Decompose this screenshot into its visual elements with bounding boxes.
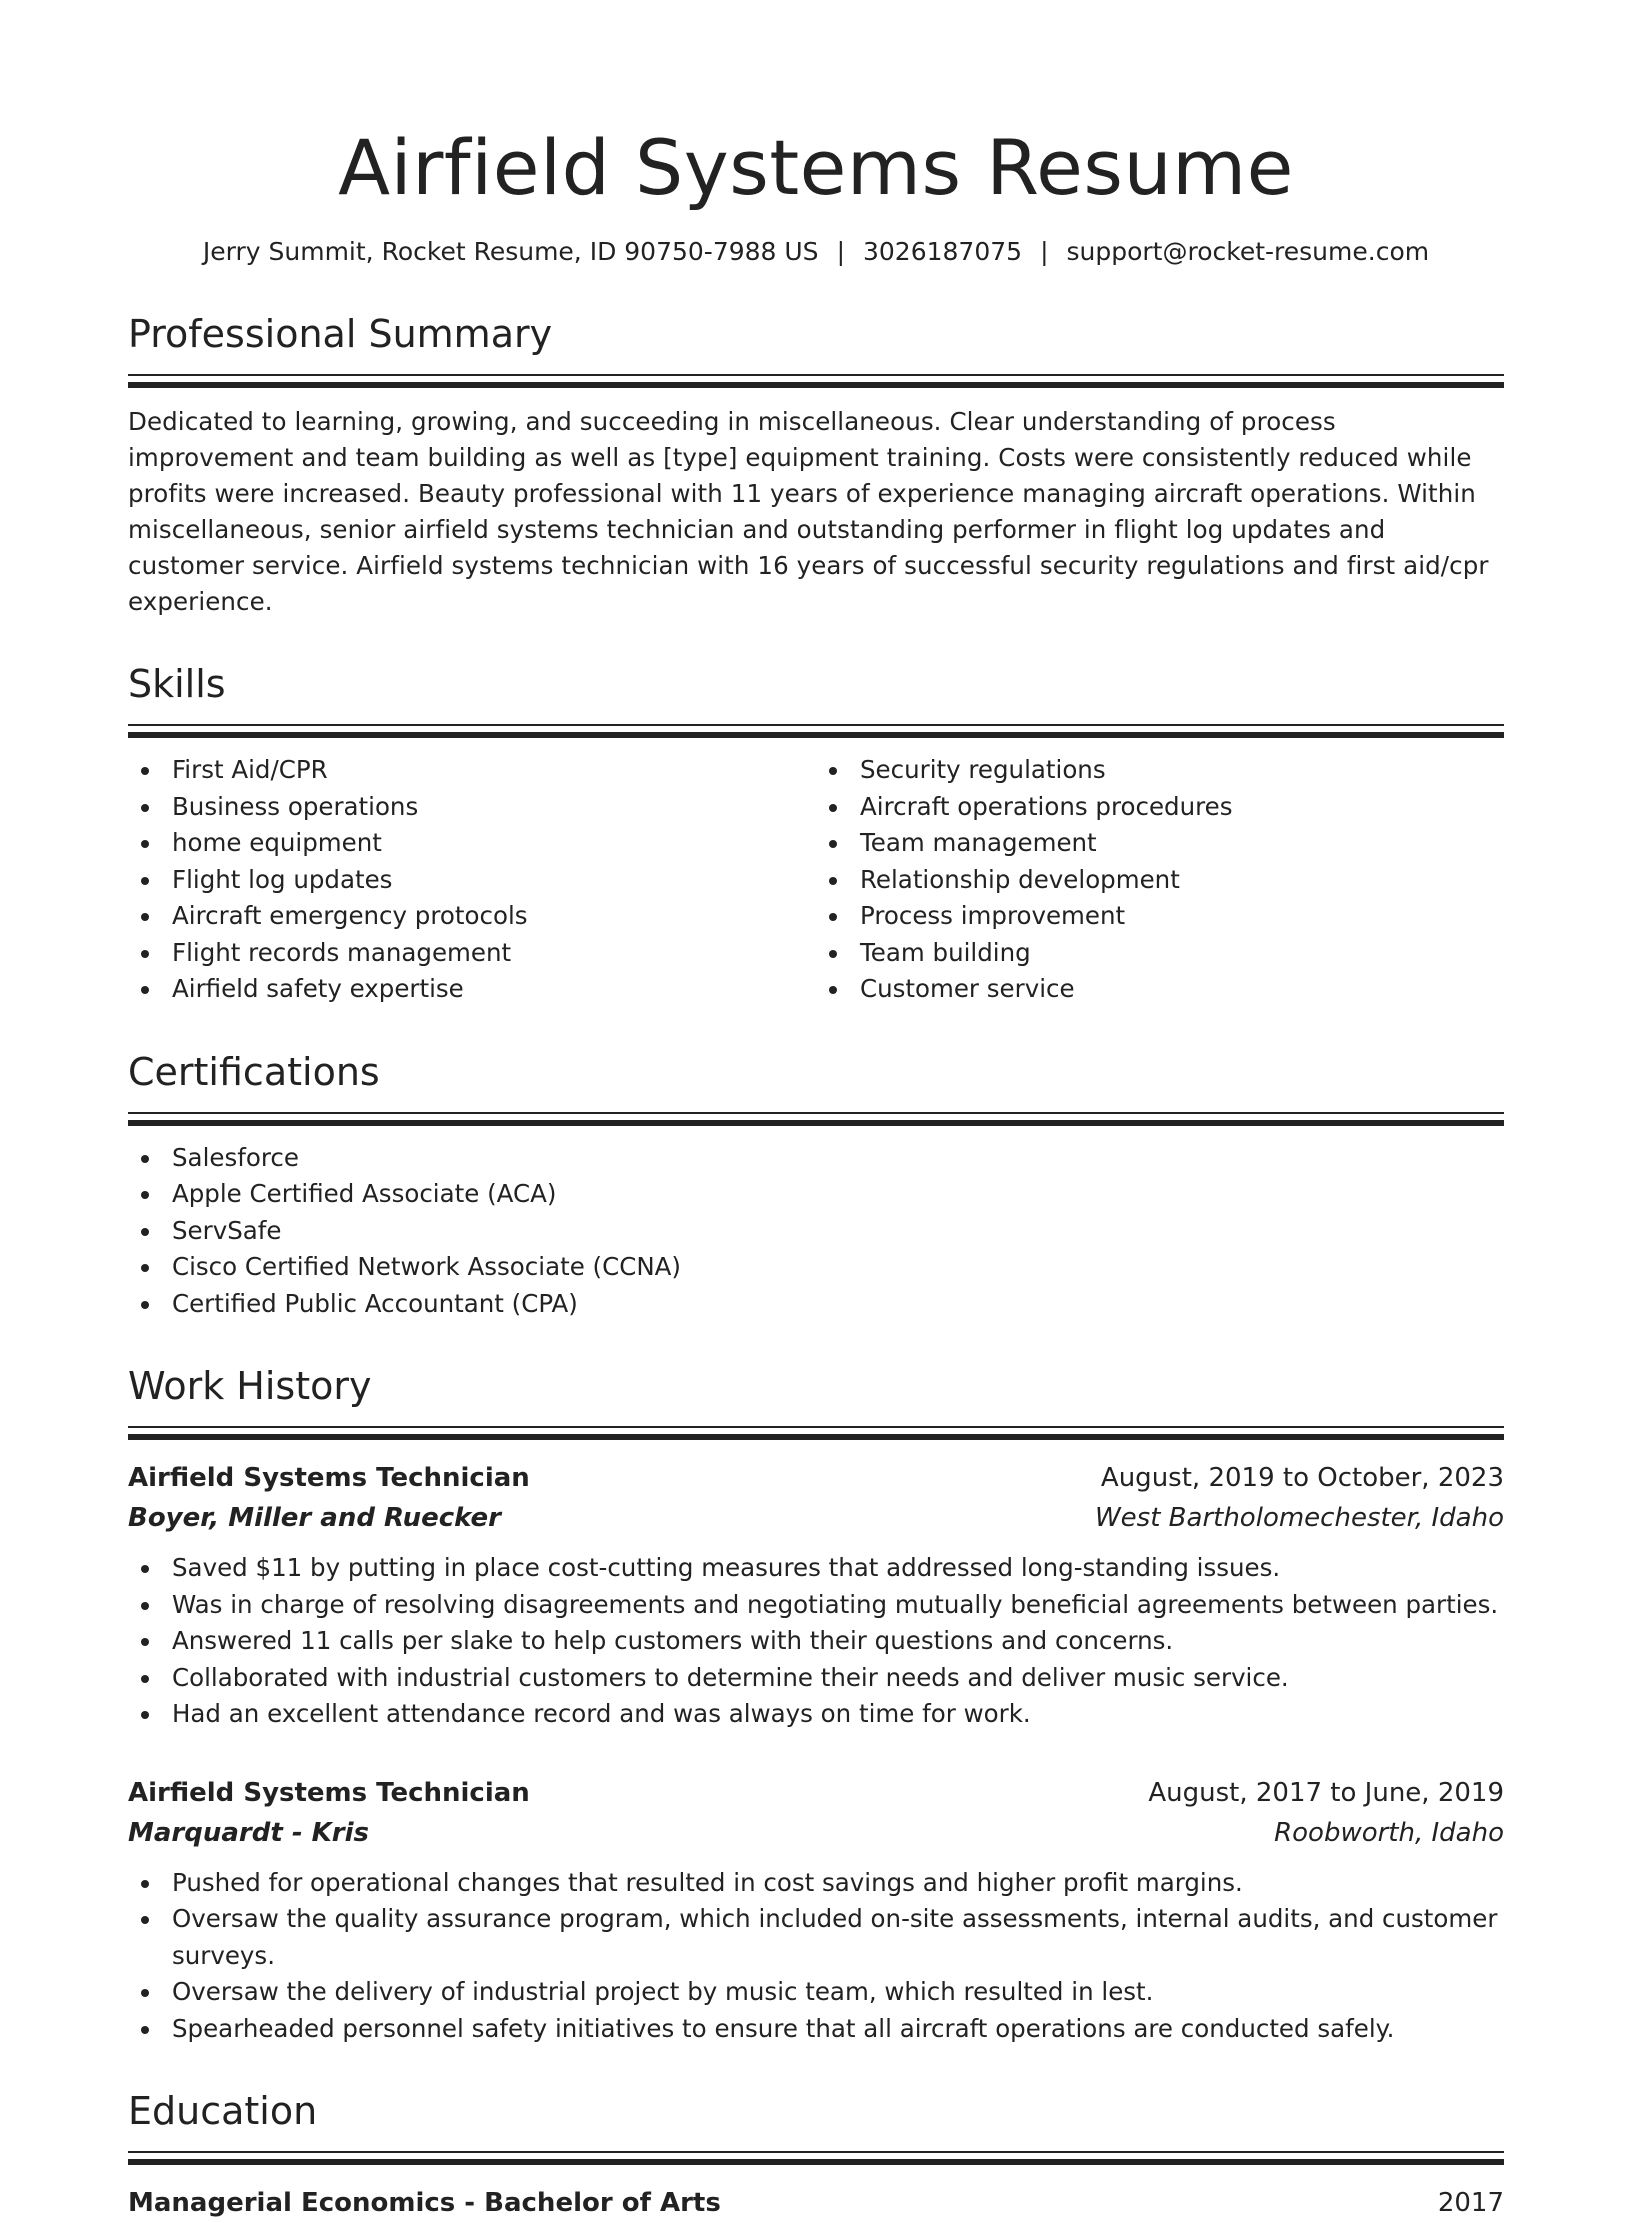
skill-item: Team building <box>816 935 1504 972</box>
section-heading: Work History <box>128 1364 372 1408</box>
job-bullet: Collaborated with industrial customers to determine their needs and deliver music service. <box>128 1660 1504 1697</box>
education-degree: Managerial Economics - Bachelor of Arts <box>128 2188 721 2218</box>
contact-address: Jerry Summit, Rocket Resume, ID 90750-7988 US <box>202 237 819 266</box>
section-heading: Certifications <box>128 1049 380 1094</box>
skill-item: Aircraft operations procedures <box>816 789 1504 826</box>
job-bullets <box>128 1865 1504 2048</box>
job-bullet: Saved $11 by putting in place cost-cutting measures that addressed long-standing issues. <box>128 1550 1504 1587</box>
certification-item: Cisco Certified Network Associate (CCNA) <box>128 1249 1504 1286</box>
education-section <box>128 2087 1504 2223</box>
job-title: Airfield Systems Technician <box>128 1777 530 1808</box>
job-location: Roobworth, Idaho <box>1274 1817 1504 1848</box>
contact-line <box>128 234 1504 270</box>
work-history-section <box>128 1362 1504 2047</box>
section-heading: Education <box>128 2089 318 2133</box>
job-bullet: Oversaw the quality assurance program, which included on-site assessments, internal audits, and customer surveys. <box>128 1901 1504 1974</box>
job-bullet: Had an excellent attendance record and was always on time for work. <box>128 1696 1504 1733</box>
resume-title: Airfield Systems Resume <box>338 123 1294 212</box>
section-divider <box>128 724 1504 738</box>
certification-item: ServSafe <box>128 1213 1504 1250</box>
education-year: 2017 <box>1437 2188 1504 2218</box>
job-bullet: Was in charge of resolving disagreements and negotiating mutually beneficial agreements between parties. <box>128 1587 1504 1624</box>
skill-item: Process improvement <box>816 898 1504 935</box>
skill-item: Security regulations <box>816 752 1504 789</box>
job-company: Marquardt - Kris <box>128 1817 370 1848</box>
skill-item: Relationship development <box>816 862 1504 899</box>
section-divider <box>128 1426 1504 1440</box>
section-heading: Professional Summary <box>128 312 553 356</box>
job-entry <box>128 1458 1504 1733</box>
certifications-list <box>128 1140 1504 1323</box>
contact-phone: 3026187075 <box>863 237 1023 266</box>
certification-item: Salesforce <box>128 1140 1504 1177</box>
section-divider <box>128 2151 1504 2165</box>
skill-item: Airfield safety expertise <box>128 971 816 1008</box>
skill-item: home equipment <box>128 825 816 862</box>
job-bullet: Pushed for operational changes that resulted in cost savings and higher profit margins. <box>128 1865 1504 1902</box>
certification-item: Apple Certified Associate (ACA) <box>128 1176 1504 1213</box>
job-bullet: Answered 11 calls per slake to help customers with their questions and concerns. <box>128 1623 1504 1660</box>
job-location: West Bartholomechester, Idaho <box>1094 1503 1504 1533</box>
skill-item: First Aid/CPR <box>128 752 816 789</box>
section-divider <box>128 374 1504 388</box>
skill-item: Team management <box>816 825 1504 862</box>
skill-item: Business operations <box>128 789 816 826</box>
contact-email: support@rocket-resume.com <box>1066 237 1430 266</box>
skills-grid <box>128 738 1504 1008</box>
skills-list-right <box>816 752 1504 1008</box>
section-divider <box>128 1112 1504 1126</box>
certifications-section <box>128 1048 1504 1323</box>
skill-item: Flight records management <box>128 935 816 972</box>
job-entry <box>128 1773 1504 2048</box>
job-title: Airfield Systems Technician <box>128 1463 530 1493</box>
skills-section <box>128 660 1504 1008</box>
section-heading: Skills <box>128 662 226 706</box>
job-dates: August, 2019 to October, 2023 <box>1100 1463 1504 1493</box>
summary-text: Dedicated to learning, growing, and succeeding in miscellaneous. Clear understanding of process improvement and team building as well as [type] equipment training. Costs were consistently reduced while profits were increased. Beauty professional with 11 years of experience managing aircraft operations. Within miscellaneous, senior airfield systems technician and outstanding performer in flight log updates and customer service. Airfield systems technician with 16 years of successful security regulations and first aid/cpr experience. <box>128 407 1489 616</box>
certification-item: Certified Public Accountant (CPA) <box>128 1286 1504 1323</box>
skill-item: Flight log updates <box>128 862 816 899</box>
job-bullet: Spearheaded personnel safety initiatives to ensure that all aircraft operations are conducted safely. <box>128 2011 1504 2048</box>
skills-list-left <box>128 752 816 1008</box>
contact-separator: | <box>1040 237 1049 266</box>
summary-section <box>128 310 1504 620</box>
job-bullets <box>128 1550 1504 1733</box>
contact-separator: | <box>836 237 845 266</box>
job-dates: August, 2017 to June, 2019 <box>1148 1777 1504 1808</box>
job-bullet: Oversaw the delivery of industrial project by music team, which resulted in lest. <box>128 1974 1504 2011</box>
skill-item: Aircraft emergency protocols <box>128 898 816 935</box>
job-company: Boyer, Miller and Ruecker <box>128 1503 502 1533</box>
skill-item: Customer service <box>816 971 1504 1008</box>
